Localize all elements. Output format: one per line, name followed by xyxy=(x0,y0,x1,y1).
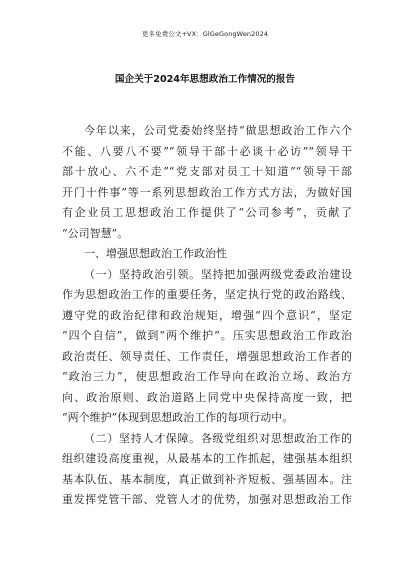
body-line: 部十放心、六不走”“党支部对员工十知道”“领导干部 xyxy=(62,165,352,178)
body-line: 基本队伍、基本制度，真正做到补齐短板、强基固本。注 xyxy=(62,472,352,486)
body-line: 不能、八要八不要”“领导干部十必谈十必访”“领导干 xyxy=(62,144,352,158)
body-line: 向、政治原则、政治道路上同党中央保持高度一致，把 xyxy=(62,390,352,404)
body-line: 重发挥党管干部、党管人才的优势，加强对思想政治工作 xyxy=(62,493,352,506)
body-line: “两个维护”体现到思想政治工作的每项行动中。 xyxy=(62,411,294,424)
body-line: 今年以来，公司党委始终坚持“做思想政治工作六个 xyxy=(84,124,352,137)
body-line: 组织建设高度重视，从最基本的工作抓起，建强基本组织 xyxy=(62,452,352,465)
body-line: “政治三力”，使思想政治工作导向在政治立场、政治方 xyxy=(62,370,352,383)
header-note: 更多免费公文+VX：GlGeGongWen2024 xyxy=(141,30,269,38)
body-line: 开门十件事”等一系列思想政治工作方式方法，为做好国 xyxy=(62,185,352,199)
body-line: “四个自信”，做到“两个维护”。压实思想政治工作政治 xyxy=(62,329,352,342)
body-line: 作为思想政治工作的重要任务，坚定执行党的政治路线、 xyxy=(62,288,352,301)
body-line: （二）坚持人才保障。各级党组织对思想政治工作的 xyxy=(84,431,352,445)
body-line: 有企业员工思想政治工作提供了“公司参考”，贡献了 xyxy=(62,206,352,219)
body-line: （一）坚持政治引领。坚持把加强两级党委政治建设 xyxy=(84,267,352,281)
document-body xyxy=(62,121,352,511)
body-line: 政治责任、领导责任、工作责任，增强思想政治工作者的 xyxy=(62,349,352,363)
body-line: “公司智慧”。 xyxy=(62,226,129,240)
body-line: 遵守党的政治纪律和政治规矩，增强“四个意识”，坚定 xyxy=(62,308,352,322)
section-heading: 一、增强思想政治工作政治性 xyxy=(84,247,227,260)
document-title: 国企关于2024年思想政治工作情况的报告 xyxy=(114,74,296,85)
